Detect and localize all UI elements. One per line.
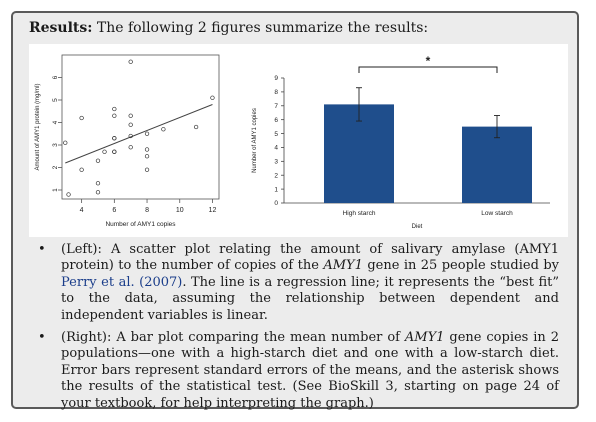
scatter-point [211, 96, 215, 100]
scatter-point [129, 123, 133, 127]
scatter-point [96, 181, 100, 185]
category-label: High starch [342, 210, 376, 217]
scatter-point [80, 116, 84, 120]
x-tick-label: 8 [145, 207, 149, 214]
y-tick-label: 0 [274, 200, 278, 208]
bullet-text: . The line is a regression line; it represents the “best fit” to the data, assuming the relationship between dependent and independent variables is linear. [61, 274, 559, 323]
x-axis-label: Diet [411, 224, 423, 230]
gene-name: AMY1 [323, 258, 363, 274]
bullet-text: (Right): A bar plot comparing the mean number of [61, 330, 405, 346]
scatter-point [113, 114, 117, 118]
scatter-point [129, 114, 133, 118]
y-tick-label: 5 [52, 98, 59, 102]
scatter-point [80, 168, 84, 172]
regression-line [65, 105, 212, 164]
bullet-text: (Left): A scatter plot relating the amount of salivary amylase (AMY1 protein) to the number of copies of the [61, 242, 559, 274]
scatter-point [145, 132, 149, 136]
bullet-text: gene in 25 people studied by [362, 258, 559, 274]
y-tick-label: 4 [274, 144, 278, 152]
scatter-point [113, 150, 117, 154]
scatter-point [145, 154, 149, 158]
bullet-dot: • [38, 330, 46, 346]
scatter-point [96, 159, 100, 163]
x-tick-label: 4 [79, 207, 84, 214]
scatter-point [113, 107, 117, 111]
x-tick-label: 10 [175, 207, 184, 214]
category-label: Low starch [481, 210, 513, 217]
results-heading [29, 20, 428, 36]
y-tick-label: 3 [274, 158, 278, 166]
scatter-plot-frame [62, 55, 219, 199]
scatter-point [145, 148, 149, 152]
y-tick-label: 1 [52, 188, 59, 192]
y-tick-label: 8 [274, 89, 278, 97]
y-tick-label: 9 [274, 75, 278, 83]
y-tick-label: 2 [52, 165, 59, 170]
x-tick-label: 12 [208, 207, 217, 214]
x-tick-label: 6 [112, 207, 117, 214]
scatter-point [96, 190, 100, 194]
y-axis-label: Amount of AMY1 protein (mg/ml) [35, 83, 41, 171]
y-tick-label: 5 [274, 130, 278, 138]
scatter-point [113, 136, 117, 140]
bullet-left-description [29, 242, 559, 324]
scatter-point [162, 127, 166, 131]
y-tick-label: 7 [274, 102, 278, 110]
scatter-point [67, 193, 71, 197]
citation-link[interactable]: Perry et al. (2007) [61, 274, 183, 290]
gene-name: AMY1 [404, 330, 445, 346]
y-tick-label: 4 [52, 120, 59, 125]
y-tick-label: 1 [274, 186, 278, 194]
bullet-list [29, 242, 559, 418]
y-axis-label: Number of AMY1 copies [252, 108, 258, 173]
scatter-figure [29, 44, 242, 237]
significance-asterisk: * [425, 54, 431, 68]
scatter-plot [29, 44, 242, 237]
bullet-right-description [29, 330, 559, 412]
scatter-point [129, 145, 133, 149]
bullet-dot: • [38, 242, 46, 257]
x-axis-label: Number of AMY1 copies [105, 221, 176, 228]
scatter-point [145, 168, 149, 172]
scatter-point [194, 125, 198, 129]
scatter-point [103, 150, 107, 154]
bar-plot [242, 44, 568, 237]
results-panel [11, 11, 579, 409]
y-tick-label: 2 [274, 172, 278, 180]
scatter-point [129, 60, 133, 64]
results-heading-text: The following 2 figures summarize the results: [96, 20, 429, 36]
scatter-point [63, 141, 67, 145]
bullet-text: gene copies in 2 populations—one with a high-starch diet and one with a low-starch diet. Error bars represent standard errors of the means, and the asterisk shows the results of the statistical test. (See BioSkill 3, starting on page 24 of your textbook, for help interpreting the graph.) [61, 330, 559, 411]
bar-figure [242, 44, 568, 237]
y-tick-label: 6 [52, 75, 59, 80]
y-tick-label: 6 [274, 116, 278, 124]
y-tick-label: 3 [52, 143, 59, 147]
results-heading-bold: Results: [29, 20, 93, 36]
